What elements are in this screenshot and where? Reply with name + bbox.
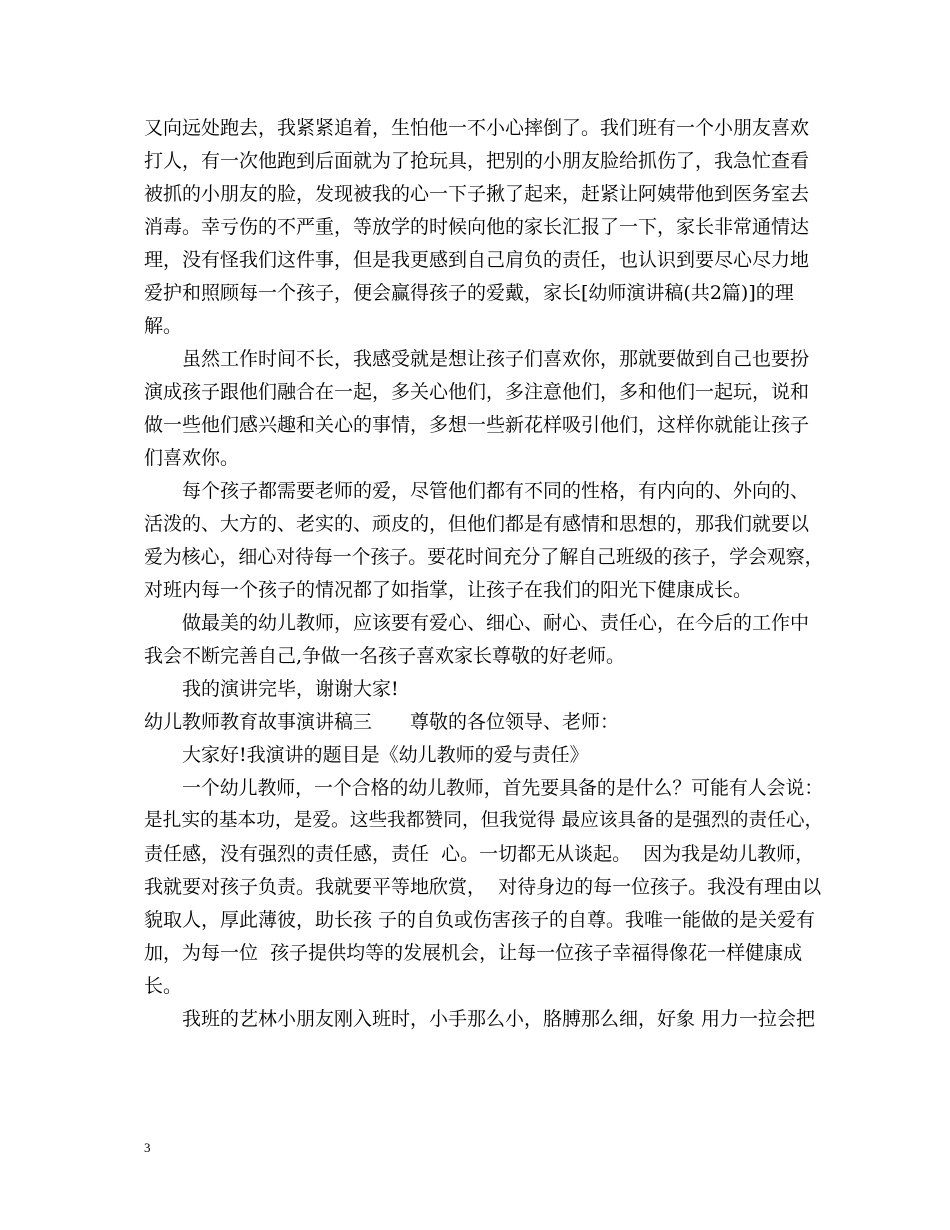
text-line: 貌取人，厚此薄彼，助长孩 子的自负或伤害孩子的自尊。我唯一能做的是关爱有 (144, 909, 816, 931)
text-line: 爱为核心，细心对待每一个孩子。要花时间充分了解自己班级的孩子，学会观察， (144, 546, 824, 568)
text-line: 消毒。幸亏伤的不严重，等放学的时候向他的家长汇报了一下，家长非常通情达 (144, 216, 810, 238)
text-line: 是扎实的基本功，是爱。这些我都赞同，但我觉得 最应该具备的是强烈的责任心， (144, 810, 824, 831)
text-line: 解。 (144, 315, 183, 337)
paragraph-start-line: 一个幼儿教师，一个合格的幼儿教师，首先要具备的是什么？可能有人会说： (182, 777, 824, 799)
text-line: 我会不断完善自己,争做一名孩子喜欢家长尊敬的好老师。 (144, 645, 626, 667)
speech-heading-line: 幼儿教师教育故事演讲稿三 尊敬的各位领导、老师： (144, 711, 620, 733)
text-line: 责任感，没有强烈的责任感，责任 心。一切都无从谈起。 因为我是幼儿教师， (144, 843, 815, 865)
paragraph-start-line: 我班的艺林小朋友刚入班时，小手那么小，胳膊那么细，好象 用力一拉会把 (182, 1008, 816, 1030)
paragraph-start-line: 虽然工作时间不长，我感受就是想让孩子们喜欢你，那就要做到自己也要扮 (182, 348, 810, 370)
paragraph-start-line: 做最美的幼儿教师，应该要有爱心、细心、耐心、责任心，在今后的工作中 (182, 612, 810, 634)
closing-line: 我的演讲完毕，谢谢大家! (182, 678, 399, 700)
text-line: 演成孩子跟他们融合在一起，多关心他们，多注意他们，多和他们一起玩，说和 (144, 381, 810, 403)
greeting-line: 大家好!我演讲的题目是《幼儿教师的爱与责任》 (182, 744, 589, 766)
text-line: 又向远处跑去，我紧紧追着，生怕他一不小心摔倒了。我们班有一个小朋友喜欢 (144, 117, 810, 139)
text-line: 爱护和照顾每一个孩子，便会赢得孩子的爱戴，家长[幼师演讲稿(共2篇)]的理 (144, 282, 794, 304)
text-line: 长。 (144, 975, 183, 997)
text-line: 加，为每一位 孩子提供均等的发展机会，让每一位孩子幸福得像花一样健康成 (144, 942, 803, 964)
text-line: 们喜欢你。 (144, 447, 240, 469)
text-line: 做一些他们感兴趣和关心的事情，多想一些新花样吸引他们，这样你就能让孩子 (144, 414, 810, 436)
text-line: 打人，有一次他跑到后面就为了抢玩具，把别的小朋友脸给抓伤了，我急忙查看 (144, 150, 810, 172)
text-line: 活泼的、大方的、老实的、顽皮的，但他们都是有感情和思想的，那我们就要以 (144, 513, 810, 535)
text-line: 我就要对孩子负责。我就要平等地欣赏， 对待身边的每一位孩子。我没有理由以 (144, 876, 822, 898)
text-line: 理，没有怪我们这件事，但是我更感到自己肩负的责任，也认识到要尽心尽力地 (144, 249, 810, 271)
paragraph-start-line: 每个孩子都需要老师的爱，尽管他们都有不同的性格，有内向的、外向的、 (182, 480, 810, 502)
page-number: 3 (144, 1140, 151, 1155)
text-line: 被抓的小朋友的脸，发现被我的心一下子揪了起来，赶紧让阿姨带他到医务室去 (144, 183, 810, 205)
text-line: 对班内每一个孩子的情况都了如指掌，让孩子在我们的阳光下健康成长。 (144, 579, 753, 601)
